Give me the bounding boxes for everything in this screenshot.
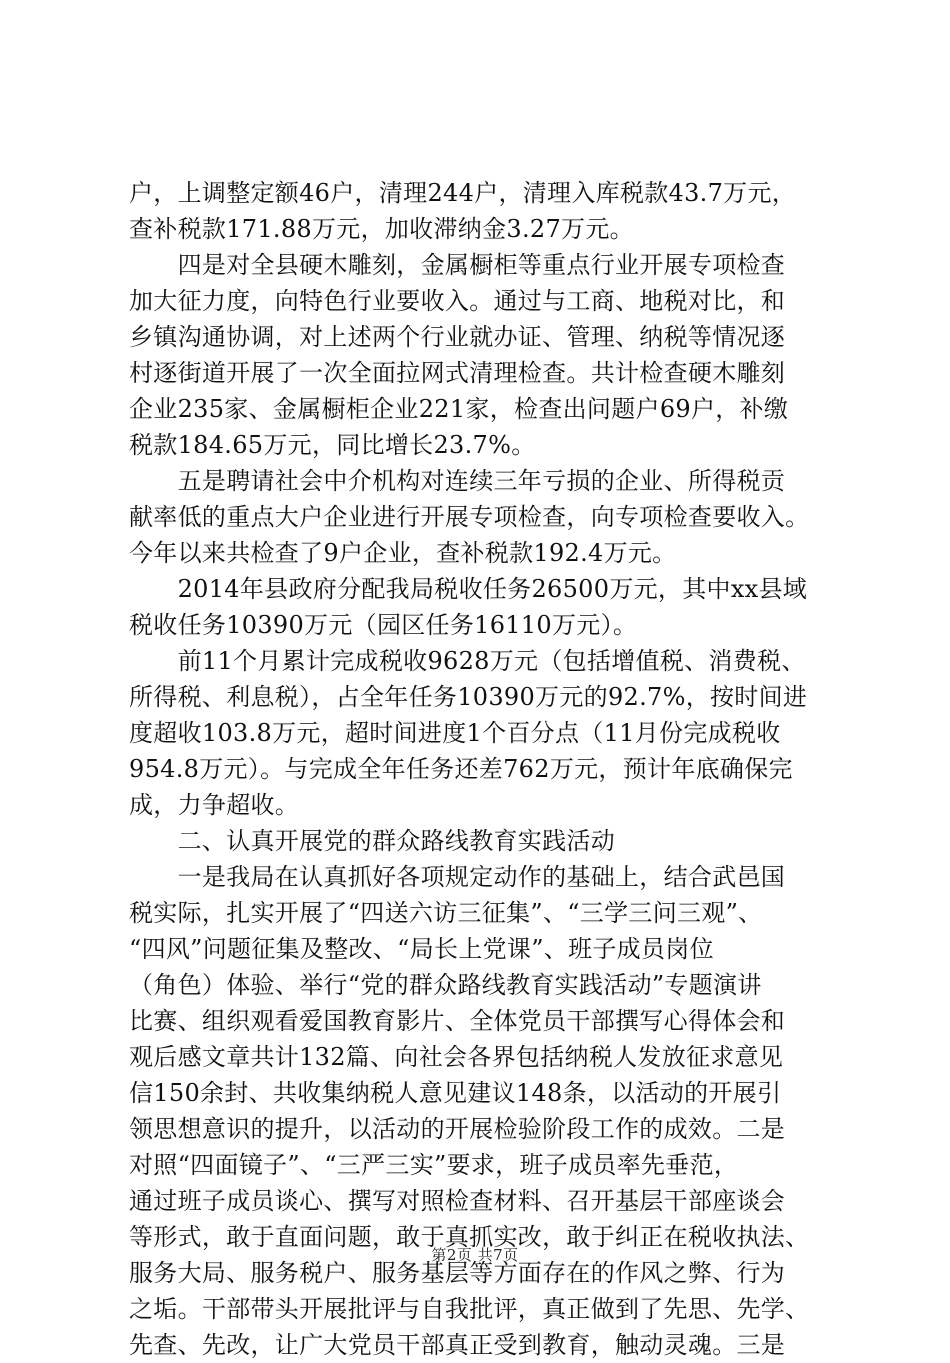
text-line: 通过班子成员谈心、撰写对照检查材料、召开基层干部座谈会 [129,1187,786,1215]
text-line: 之垢。干部带头开展批评与自我批评，真正做到了先思、先学、 [129,1295,810,1323]
text-line: 企业235家、金属橱柜企业221家，检查出问题户69户，补缴 [129,395,789,423]
text-line: 服务大局、服务税户、服务基层等方面存在的作风之弊、行为 [129,1259,786,1287]
text-line: 2014年县政府分配我局税收任务26500万元，其中xx县域 [129,575,808,603]
text-line: 税收任务10390万元（园区任务16110万元）。 [129,611,638,639]
text-line: 加大征力度，向特色行业要收入。通过与工商、地税对比，和 [129,287,786,315]
text-line: 四是对全县硬木雕刻，金属橱柜等重点行业开展专项检查 [129,251,786,279]
text-line: 五是聘请社会中介机构对连续三年亏损的企业、所得税贡 [129,467,786,495]
text-line: 度超收103.8万元，超时间进度1个百分点（11月份完成税收 [129,719,781,747]
page-number-footer: 第2页 共7页 [431,1246,519,1264]
text-line: 村逐街道开展了一次全面拉网式清理检查。共计检查硬木雕刻 [129,359,786,387]
text-line: 今年以来共检查了9户企业，查补税款192.4万元。 [129,539,677,567]
text-line: 献率低的重点大户企业进行开展专项检查，向专项检查要收入。 [129,503,810,531]
text-line: 户，上调整定额46户，清理244户，清理入库税款43.7万元， [129,179,797,207]
text-line: 一是我局在认真抓好各项规定动作的基础上，结合武邑国 [129,863,786,891]
body-text [129,175,839,1363]
text-line: 前11个月累计完成税收9628万元（包括增值税、消费税、 [129,647,806,675]
text-line: 查补税款171.88万元，加收滞纳金3.27万元。 [129,215,634,243]
text-line: 税款184.65万元，同比增长23.7%。 [129,431,536,459]
text-line: 成，力争超收。 [129,791,300,819]
section-heading: 二、认真开展党的群众路线教育实践活动 [129,827,615,855]
text-line: “四风”问题征集及整改、“局长上党课”、班子成员岗位 [129,935,714,963]
text-line: 比赛、组织观看爱国教育影片、全体党员干部撰写心得体会和 [129,1007,786,1035]
text-line: 观后感文章共计132篇、向社会各界包括纳税人发放征求意见 [129,1043,784,1071]
text-line: 所得税、利息税），占全年任务10390万元的92.7%，按时间进 [129,683,808,711]
text-line: 954.8万元）。与完成全年任务还差762万元，预计年底确保完 [129,755,793,783]
text-line: 对照“四面镜子”、“三严三实”要求，班子成员率先垂范， [129,1151,739,1179]
text-line: 乡镇沟通协调，对上述两个行业就办证、管理、纳税等情况逐 [129,323,786,351]
text-line: 等形式，敢于直面问题，敢于真抓实改，敢于纠正在税收执法、 [129,1223,810,1251]
text-line: 税实际，扎实开展了“四送六访三征集”、“三学三问三观”、 [129,899,763,927]
text-line: 信150余封、共收集纳税人意见建议148条，以活动的开展引 [129,1079,782,1107]
text-line: 先查、先改，让广大党员干部真正受到教育，触动灵魂。三是 [129,1331,786,1359]
text-line: （角色）体验、举行“党的群众路线教育实践活动”专题演讲 [129,971,762,999]
text-line: 领思想意识的提升，以活动的开展检验阶段工作的成效。二是 [129,1115,786,1143]
